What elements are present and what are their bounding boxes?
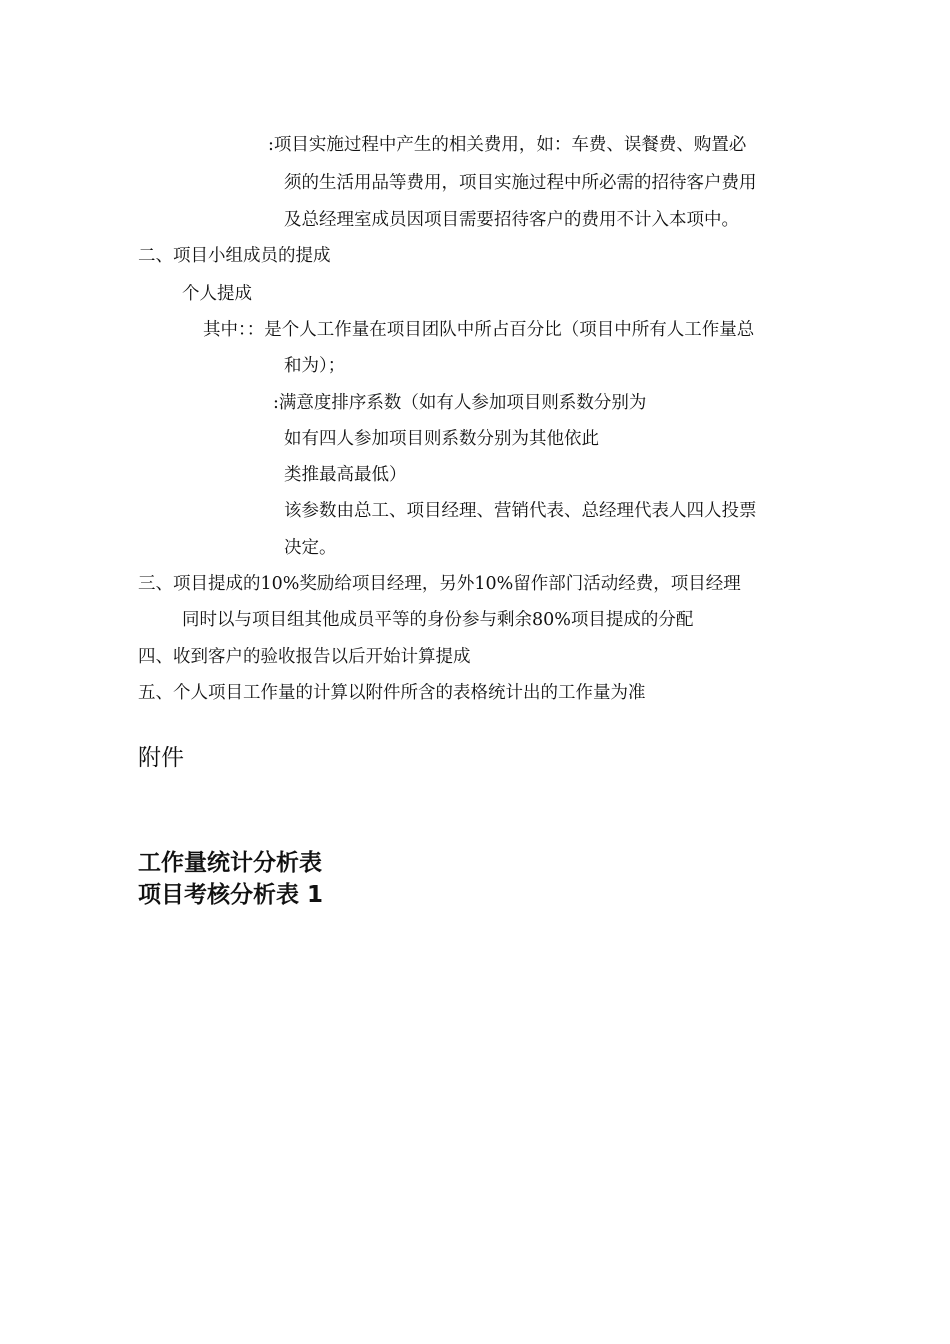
coef-line-1: :满意度排序系数（如有人参加项目则系数分别为: [273, 393, 647, 413]
where-line-2: 和为）；: [284, 356, 346, 376]
coef-line-2: 如有四人参加项目则系数分别为其他依此: [284, 429, 599, 449]
cost-note-line-1: :项目实施过程中产生的相关费用，如：车费、误餐费、购置必: [268, 135, 747, 155]
coef-line-5: 决定。: [284, 538, 337, 558]
section-3-line-1: 三、项目提成的10%奖励给项目经理，另外10%留作部门活动经费，项目经理: [138, 574, 741, 594]
table-1-title: 工作量统计分析表: [138, 850, 322, 876]
where-line-1: 其中：：是个人工作量在项目团队中所占百分比（项目中所有人工作量总: [203, 320, 755, 340]
cost-note-line-3: 及总经理室成员因项目需要招待客户的费用不计入本项中。: [284, 210, 739, 230]
coef-line-4: 该参数由总工、项目经理、营销代表、总经理代表人四人投票: [284, 501, 757, 521]
section-5: 五、个人项目工作量的计算以附件所含的表格统计出的工作量为准: [138, 683, 646, 703]
section-2-subtitle: 个人提成: [182, 284, 252, 304]
coef-line-3: 类推最高最低）: [284, 465, 407, 485]
section-4: 四、收到客户的验收报告以后开始计算提成: [138, 647, 471, 667]
section-3-line-2: 同时以与项目组其他成员平等的身份参与剩余80%项目提成的分配: [182, 610, 694, 630]
table-2-title: 项目考核分析表 1: [138, 882, 324, 908]
attachment-label: 附件: [138, 745, 184, 771]
section-2-title: 二、项目小组成员的提成: [138, 246, 331, 266]
cost-note-line-2: 须的生活用品等费用，项目实施过程中所必需的招待客户费用: [284, 173, 757, 193]
